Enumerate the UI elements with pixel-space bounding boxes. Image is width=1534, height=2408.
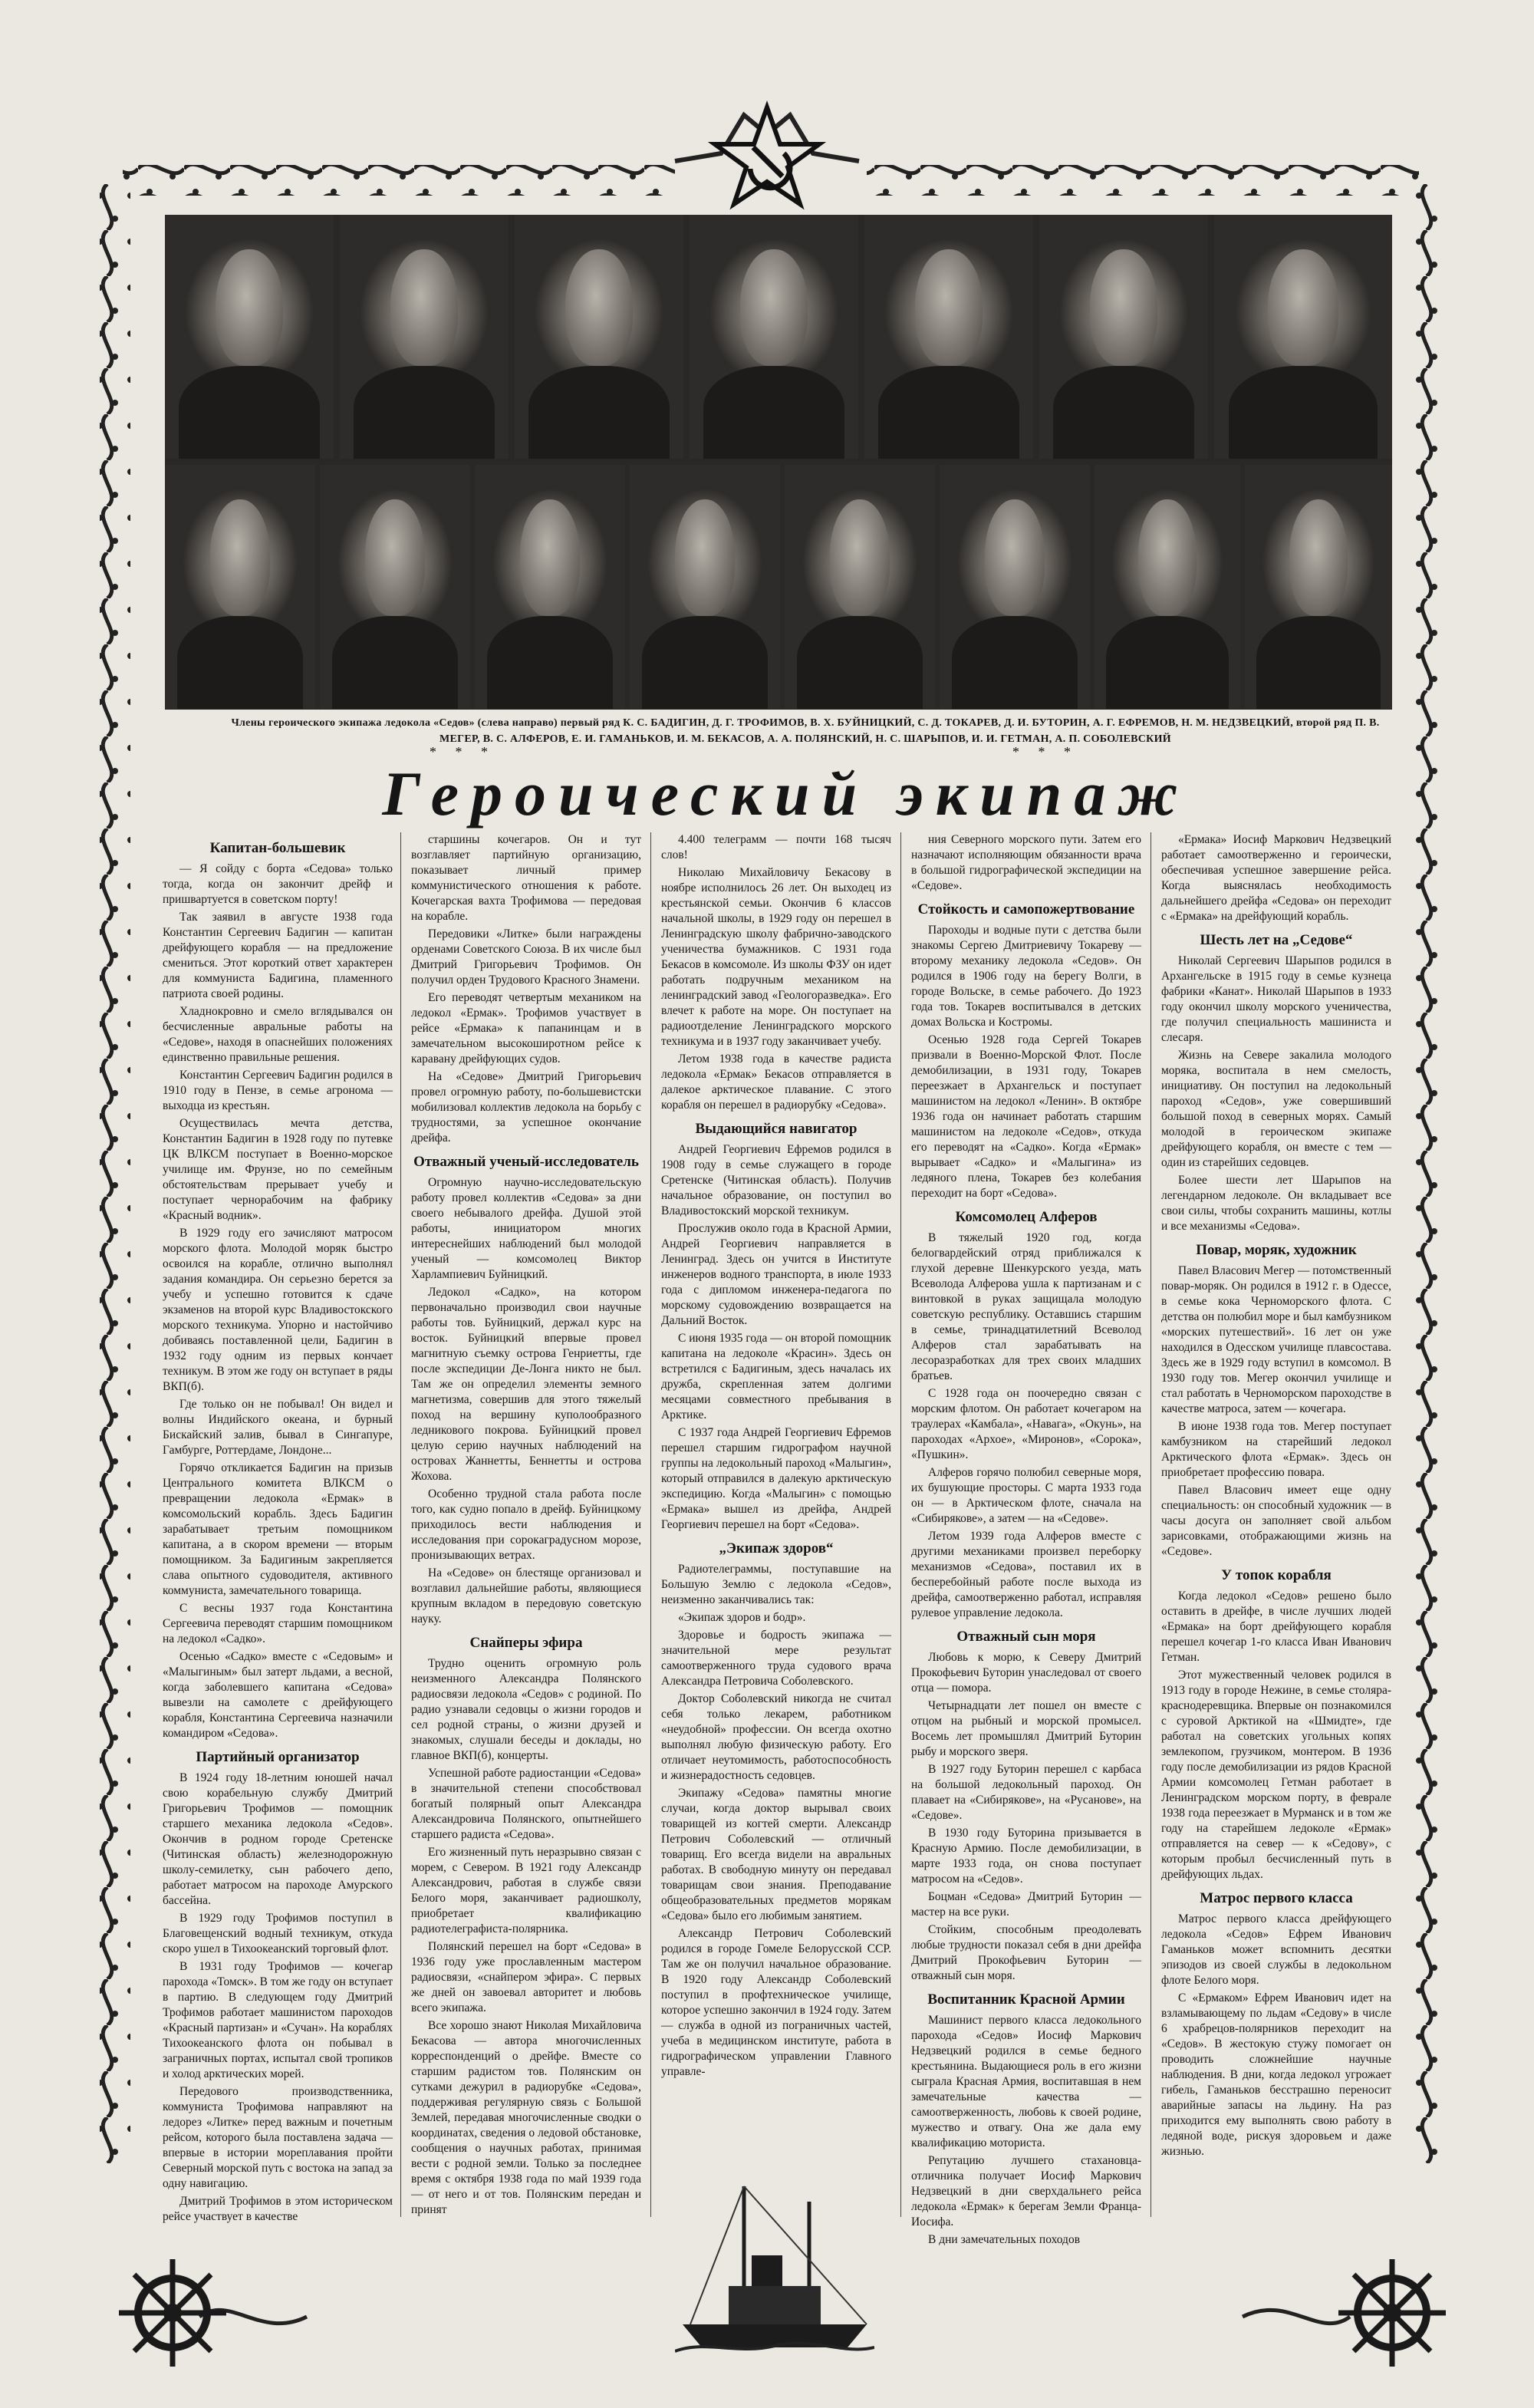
paragraph: Машинист первого класса ледокольного парохода «Седов» Иосиф Маркович Недзвецкий родился в семье бедного крестьянина. Выдающиеся роль в его жизни сыграла Красная Армия, воспитавшая в нем замечательные качества — самоотверженность, любовь к своей родине, мужество и отвагу. Она же дала ему квалификацию моториста. xyxy=(911,2014,1141,2149)
icebreaker-ship-icon xyxy=(675,2171,874,2355)
article-column-4 xyxy=(911,832,1141,2250)
paragraph: Здоровье и бодрость экипажа — значительной мере результат самоотверженного труда судового врача Александра Петровича Соболевского. xyxy=(661,1629,891,1688)
paragraph: 4.400 телеграмм — почти 168 тысяч слов! xyxy=(661,833,891,861)
paragraph: Дмитрий Трофимов в этом историческом рейсе участвует в качестве xyxy=(163,2195,393,2223)
section-heading: Шесть лет на „Седове“ xyxy=(1200,932,1353,948)
paragraph: На «Седове» он блестяще организовал и возглавил дальнейшие работы, являющиеся крупным вкладом в передовую советскую науку. xyxy=(411,1566,641,1626)
paragraph: Хладнокровно и смело вглядывался он бесчисленные авральные работы на «Седове», находя в опаснейших положениях единственно правильные решения. xyxy=(163,1005,393,1064)
portrait xyxy=(320,465,470,709)
paragraph: Прослужив около года в Красной Армии, Андрей Георгиевич направляется в Ленинград. Здесь он учится в Институте инженеров водного транспорта, в июле 1933 года с дипломом инженера-педагога по морскому судовождению возвращается на Дальний Восток. xyxy=(661,1222,891,1327)
paragraph: Николай Сергеевич Шарыпов родился в Архангельске в 1915 году в семье кузнеца фабрики «Канат». Николай Шарыпов в 1933 году окончил школу морского ученичества, где получил специальность машиниста и слесаря. xyxy=(1161,954,1391,1044)
portrait xyxy=(165,215,334,459)
crew-portraits xyxy=(165,215,1392,710)
paragraph: Павел Власович Мегер — потомственный повар-моряк. Он родился в 1912 г. в Одессе, в семье кока Черноморского флота. С детства он полюбил море и был камбузником «морских путешествий». 16 лет он уже находился в Одесском училище плавсостава. Здесь же в 1929 году вступил в комсомол. В 1930 году тов. Мегер окончил училище и стал работать в Черноморском пароходстве в качестве матроса, затем — кочегара. xyxy=(1161,1264,1392,1415)
paragraph: В тяжелый 1920 год, когда белогвардейский отряд приближался к глухой деревне Шенкурского уезда, мать Всеволода Алферова ушла к партизанам и с винтовкой в руках защищала молодую советскую республику. Оставшись старшим в семье, тринадцатилетний Всеволод Алферов стал зарабатывать на лесоразработках для трех своих младших братьев. xyxy=(911,1231,1141,1382)
paragraph: — Я сойду с борта «Седова» только тогда, когда он закончит дрейф и пришвартуется в советском порту! xyxy=(163,862,393,906)
paragraph: Репутацию лучшего стахановца-отличника получает Иосиф Маркович Недзвецкий в дни сверхдальнего рейса ледокола «Ермак» к берегам Земли Франца-Иосифа. xyxy=(911,2154,1141,2228)
portrait xyxy=(1214,215,1392,459)
paragraph: С «Ермаком» Ефрем Иванович идет на взламывающему по льдам «Седову» в числе 6 храбрецов-полярников переходит на «Седов». В жестокую стужу помогает он проводить сложнейшие научные наблюдения. В дни, когда ледокол угрожает гибель, Гаманьков бесстрашно переносит аварийные запасы на льдину. На раз приходится ему выполнять свою работу в ледяной воде, рискуя здоровьем и даже жизнью. xyxy=(1161,1991,1391,2158)
paragraph: Более шести лет Шарыпов на легендарном ледоколе. Он вкладывает все свои силы, чтобы сохранить машины, котлы и все механизмы «Седова». xyxy=(1161,1174,1391,1233)
paragraph: Передовики «Литке» были награждены орденами Советского Союза. В их числе был Дмитрий Григорьевич Трофимов. Он получил орден Трудового Красного Знамени. xyxy=(411,927,641,987)
paragraph: Четырнадцати лет пошел он вместе с отцом на рыбный и морской промысел. Восемь лет промышлял Дмитрий Буторин рыбу и морского зверя. xyxy=(911,1699,1141,1758)
section-heading: Отважный сын моря xyxy=(956,1629,1096,1645)
paragraph: ния Северного морского пути. Затем его назначают исполняющим обязанности врача в большой гидрографической экспедиции на «Седове». xyxy=(911,833,1141,892)
page-headline: Героический экипаж xyxy=(382,759,1190,828)
paragraph: В 1929 году Трофимов поступил в Благовещенский водный техникум, откуда скоро ушел в Тихоокеанский торговый флот. xyxy=(163,1912,393,1955)
paragraph: С 1928 года он поочередно связан с морским флотом. Он работает кочегаром на траулерах «Камбала», «Навага», «Окунь», на пароходах «Архое», «Миронов», «Сорока», «Пушкин». xyxy=(911,1387,1141,1461)
star-divider: * * * xyxy=(430,744,495,759)
portrait xyxy=(475,465,625,709)
section-heading: Капитан-большевик xyxy=(209,840,346,856)
paragraph: Его переводят четвертым механиком на ледокол «Ермак». Трофимов участвует в рейсе «Ермака» к папанинцам и в замечательном высокоширотном рейсе к каравану дрейфующих судов. xyxy=(411,991,641,1066)
paragraph: Александр Петрович Соболевский родился в городе Гомеле Белорусской ССР. Там же он получил начальное образование. В 1920 году Александр Соболевский поступил в профтехническое училище, которое успешно закончил в 1924 году. Затем — служба в одной из пограничных частей, учеба в медицинском институте, работа в гидрографическом управлении Главного управле- xyxy=(661,1927,891,2078)
portrait xyxy=(630,465,780,709)
portrait xyxy=(785,465,935,709)
paragraph: Передового производственника, коммуниста Трофимова направляют на ледорез «Литке» перед важным и почетным рейсом, которого была поставлена задача — впервые в истории мореплавания пройти Северный морской путь с востока на запад за одну навигацию. xyxy=(163,2085,393,2190)
paragraph: Павел Власович имеет еще одну специальность: он способный художник — в часы досуга он заполняет свой альбом зарисовками, отображающими жизнь на «Седове». xyxy=(1161,1484,1391,1558)
photo-caption: Члены героического экипажа ледокола «Седов» (слева направо) первый ряд К. С. БАДИГИН, Д. Г. ТРОФИМОВ, В. Х. БУЙНИЦКИЙ, С. Д. ТОКАРЕВ, Д. И. БУТОРИН, А. Г. ЕФРЕМОВ, Н. М. НЕДЗВЕЦКИЙ, второй ряд П. В. МЕГЕР, В. С. АЛФЕРОВ, Е. И. ГАМАНЬКОВ, И. М. БЕКАСОВ, А. А. ПОЛЯНСКИЙ, Н. С. ШАРЫПОВ, И. И. ГЕТМАН, А. П. СОБОЛЕВСКИЙ xyxy=(231,717,1380,745)
paragraph: В 1924 году 18-летним юношей начал свою корабельную службу Дмитрий Григорьевич Трофимов — помощник старшего механика ледокола «Седов». Окончив в родном городе Сретенске (Читинская область) железнодорожную школу-семилетку, сын рабочего депо, работает матросом на пароходе Амурского бассейна. xyxy=(163,1771,393,1907)
portrait xyxy=(340,215,509,459)
paragraph: «Ермака» Иосиф Маркович Недзвецкий работает самоотверженно и героически, обеспечивая успешное завершение рейса. Когда выяснялась необходимость дальнейшего дрейфа «Седова» он переходит с «Ермака» на дрейфующий корабль. xyxy=(1161,833,1391,923)
paragraph: Летом 1939 года Алферов вместе с другими механиками произвел переборку механизмов «Седова», поставил их в бесперебойный работе после выхода из дрейфа, самоотверженно работал, исправляя рулевое управление ледокола. xyxy=(911,1530,1141,1619)
section-heading: Выдающийся навигатор xyxy=(695,1121,858,1137)
portrait xyxy=(1039,215,1208,459)
section-heading: Стойкость и самопожертвование xyxy=(917,901,1135,917)
paragraph: С весны 1937 года Константина Сергеевича переводят старшим помощником на ледокол «Садко». xyxy=(163,1602,393,1645)
paragraph: Ледокол «Садко», на котором первоначально производил свои научные работы тов. Буйницкий, держал курс на восток. Буйницкий впервые провел магнитную съемку острова Генриетты, где после экспедиции Де-Лонга никто не был. Там же он определил элементы земного магнетизма, совершив для этого тяжелый поход на вершину куполообразного ледникового покрова. Буйницкий провел целую серию научных наблюдений на островах Жаннетты, Беннетты и острова Жохова. xyxy=(411,1286,641,1483)
section-heading: Повар, моряк, художник xyxy=(1196,1242,1357,1258)
paragraph: Успешной работе радиостанции «Седова» в значительной степени способствовал богатый полярный опыт Александра Александровича Полянского, опытнейшего старшего радиста «Седова». xyxy=(411,1767,641,1841)
paragraph: Николаю Михайловичу Бекасову в ноябре исполнилось 26 лет. Он выходец из крестьянской семьи. Окончив 6 классов начальной школы, в 1929 году он перешел в Ленинградскую школу фабрично-заводского ученичества бумажников. С 1931 года Бекасов в комсомоле. Из школы ФЗУ он идет работать подручным механиком на ленинградский завод «Геологоразведка». Его влечет к работе на море. Он поступает на радиоотделение Ленинградского морского техникума и в 1937 году заканчивает учебу. xyxy=(661,866,891,1048)
section-heading: Партийный организатор xyxy=(196,1749,360,1765)
portrait xyxy=(690,215,858,459)
star-divider: * * * xyxy=(1012,744,1078,759)
column-rule xyxy=(900,832,901,2217)
paragraph: Все хорошо знают Николая Михайловича Бекасова — автора многочисленных корреспонденций о дрейфе. Вместе со старшим радистом тов. Полянским он сутками дежурил в радиорубке «Седова», поддерживая регулярную связь с Большой Землей, передавая многочисленные сводки о координатах, сведения о ледовой обстановке, сообщения о научных работах, принимая вести с родной земли. Только за последнее время с октября 1938 года по май 1939 года — от него и от тов. Полянским передан и принят xyxy=(411,2019,641,2216)
paragraph: Полянский перешел на борт «Седова» в 1936 году уже прославленным мастером радиосвязи, «снайпером эфира». С первых же дней он завоевал авторитет и любовь всего экипажа. xyxy=(411,1940,641,2014)
paragraph: В июне 1938 года тов. Мегер поступает камбузником на старейший ледокол Арктического флота «Ермак». Здесь он приобретает профессию повара. xyxy=(1161,1420,1391,1479)
paragraph: В 1930 году Буторина призывается в Красную Армию. После демобилизации, в марте 1933 года, он снова поступает матросом на «Седов». xyxy=(911,1827,1141,1886)
section-heading: У топок корабля xyxy=(1221,1567,1332,1583)
section-heading: Воспитанник Красной Армии xyxy=(927,1991,1125,2008)
paragraph: старшины кочегаров. Он и тут возглавляет партийную организацию, показывает личный пример коммунистического отношения к работе. Кочегарская вахта Трофимова — передовая на корабле. xyxy=(411,833,641,923)
paragraph: Андрей Георгиевич Ефремов родился в 1908 году в семье служащего в городе Сретенске (Читинская область). Получив начальное образование, он поступил во Владивостокский морской техникум. xyxy=(661,1143,891,1217)
paragraph: Трудно оценить огромную роль неизменного Александра Полянского радиосвязи ледокола «Седов» с родиной. По радио узнавали седовцы о жизни городов и сел родной страны, о жизни друзей и знакомых, слушали беседы и доклады, но главное ВКП(б), концерты. xyxy=(411,1657,641,1762)
paragraph: Любовь к морю, к Северу Дмитрий Прокофьевич Буторин унаследовал от своего отца — помора. xyxy=(911,1651,1141,1695)
paragraph: Константин Сергеевич Бадигин родился в 1910 году в Пензе, в семье агронома — выходца из крестьян. xyxy=(163,1069,393,1112)
portrait xyxy=(165,465,315,709)
paragraph: Алферов горячо полюбил северные моря, их бушующие просторы. С марта 1933 года он — в Арктическом флоте, сначала на «Сибирякове», а затем — на «Седове». xyxy=(911,1466,1141,1525)
paragraph: Доктор Соболевский никогда не считал себя только лекарем, работником «неудобной» профессии. Он всегда охотно выполнял любую физическую работу. Его отличает неутомимость, работоспособность и жизнерадостность седовцев. xyxy=(661,1692,891,1782)
paragraph: Где только он не побывал! Он видел и волны Индийского океана, и бурный Бискайский залив, бывал в Сингапуре, Гамбурге, Роттердаме, Лондоне... xyxy=(163,1398,393,1457)
paragraph: «Экипаж здоров и бодр». xyxy=(678,1611,806,1624)
article-column-5 xyxy=(1161,832,1391,2162)
paragraph: Его жизненный путь неразрывно связан с морем, с Севером. В 1921 году Александр Александрович, работая в службе связи Белого моря, заканчивает радиошколу, приобретает квалификацию радиотелеграфиста-полярника. xyxy=(411,1846,641,1935)
paragraph: В 1929 году его зачисляют матросом морского флота. Молодой моряк быстро освоился на корабле, отлично выполнял задания командира. Он серьезно берется за учебу и успешно готовится к сдаче экзаменов на второй курс Владивостокского морского техникума. Упорно и настойчиво добиваясь поставленной цели, Бадигин в 1932 году одним из первых кончает техникум. В этом же году он вступает в ряды ВКП(б). xyxy=(163,1227,393,1393)
article-column-2 xyxy=(411,832,641,2220)
paragraph: Этот мужественный человек родился в 1913 году в городе Нежине, в семье столяра-краснодеревщика. Впервые он познакомился с суровой Арктикой на «Шмидте», где работал на советских угольных копях землекопом, грузчиком, монтером. В 1936 году после демобилизации из рядов Красной Армии комсомолец Гетман работает в Ленинградском морском порту, в феврале 1938 года переезжает в Мурманск и в том же году на старейшем ледоколе «Ермак» отправляется на север — к «Седову», с которым пробыл бесчисленный путь в дрейфующих льдах. xyxy=(1161,1668,1391,1881)
article-column-1 xyxy=(163,832,393,2227)
portrait xyxy=(515,215,683,459)
column-rule xyxy=(1150,832,1151,2217)
portrait xyxy=(940,465,1090,709)
paragraph: Особенно трудной стала работа после того, как судно попало в дрейф. Буйницкому приходилось вести наблюдения и исследования при сорокаградусном морозе, пронизывающих ветрах. xyxy=(411,1487,641,1562)
paragraph: Стойким, способным преодолевать любые трудности показал себя в дни дрейфа Дмитрий Прокофьевич Буторин — отважный сын моря. xyxy=(911,1923,1141,1982)
paragraph: Осенью «Садко» вместе с «Седовым» и «Малыгиным» был затерт льдами, а весной, когда заболевшего капитана «Седова» вывезли на самолете с дрейфующего корабля, Константина Сергеевича назначили командиром «Седова». xyxy=(163,1650,393,1740)
paragraph: Боцман «Седова» Дмитрий Буторин — мастер на все руки. xyxy=(911,1890,1141,1919)
portrait xyxy=(1095,465,1240,709)
paragraph: В 1931 году Трофимов — кочегар парохода «Томск». В том же году он вступает в партию. В следующем году Дмитрий Трофимов работает машинистом пароходов «Красный партизан» и «Сучан». На кораблях Тихоокеанского флота он побывал в заграничных портах, испытал свой тропиков и холод арктических морей. xyxy=(163,1960,393,2080)
hammer-sickle-emblem-icon xyxy=(675,107,859,204)
paragraph: С июня 1935 года — он второй помощник капитана на ледоколе «Красин». Здесь он встретился с Бадигиным, здесь началась их дружба, скрепленная затем долгими месяцами совместного пребывания в Арктике. xyxy=(661,1332,891,1421)
paragraph: Радиотелеграммы, поступавшие на Большую Землю с ледокола «Седов», неизменно заканчивались так: xyxy=(661,1563,891,1606)
paragraph: В 1927 году Буторин перешел с карбаса на большой ледокольный пароход. Он плавает на «Сибирякове», на «Русанове», на «Седове». xyxy=(911,1763,1141,1822)
portrait xyxy=(864,215,1033,459)
paragraph: Летом 1938 года в качестве радиста ледокола «Ермак» Бекасов отправляется в далекое арктическое плавание. С этого корабля он перешел в радиорубку «Седова». xyxy=(661,1052,891,1112)
section-heading: Снайперы эфира xyxy=(469,1635,583,1651)
paragraph: С 1937 года Андрей Георгиевич Ефремов перешел старшим гидрографом научной группы на ледокольный пароход «Малыгин», который отправился в далекую арктическую экспедицию. Когда «Малыгин» с помощью «Ермака» вышел из дрейфа, Андрей Георгиевич перешел на борт «Седова». xyxy=(661,1426,891,1531)
paragraph: Когда ледокол «Седов» решено было оставить в дрейфе, в числе лучших людей «Ермака» на борт дрейфующего корабля перешел кочегар 1-го класса Иван Иванович Гетман. xyxy=(1161,1589,1391,1664)
paragraph: Жизнь на Севере закалила молодого моряка, воспитала в нем смелость, инициативу. Он поступил на ледокольный пароход «Седов», уже совершивший большой поход в северных морях. Самый молодой в героическом экипаже дрейфующего корабля, он вместе с тем — один из старейших седовцев. xyxy=(1161,1049,1391,1169)
ships-wheel-icon xyxy=(1335,2255,1450,2370)
paragraph: Осуществилась мечта детства, Константин Бадигин в 1928 году по путевке ЦК ВЛКСМ поступает в Военно-морское училище им. Фрунзе, но по семейным обстоятельствам прерывает учебу и поступает чернорабочим на фабрику «Красный водник». xyxy=(163,1117,393,1222)
paragraph: Матрос первого класса дрейфующего ледокола «Седов» Ефрем Иванович Гаманьков может вспомнить десятки эпизодов из своей службы в ледокольном флоте Белого моря. xyxy=(1161,1912,1391,1987)
paragraph: В дни замечательных походов xyxy=(928,2233,1081,2246)
paragraph: Огромную научно-исследовательскую работу провел коллектив «Седова» за дни своего небывалого дрейфа. Душой этой работы, инициатором многих интереснейших наблюдений был молодой ученый — комсомолец Виктор Харлампиевич Буйницкий. xyxy=(411,1176,641,1281)
section-heading: Комсомолец Алферов xyxy=(955,1209,1098,1225)
article-column-3 xyxy=(661,832,891,2082)
paragraph: Осенью 1928 года Сергей Токарев призвали в Военно-Морской Флот. После демобилизации, в 1931 году, Токарев переезжает в Архангельск и поступает машинистом на ледокол «Ленин». В октябре 1936 года он начинает работать старшим машинистом на ледоколе «Седов», откуда его переводят на «Садко». Когда «Ермак» вырывает «Садко» и «Малыгина» из ледяного плена, Токарев без колебания переходит на борт «Седова». xyxy=(911,1033,1141,1200)
ships-wheel-icon xyxy=(115,2255,230,2370)
section-heading: Матрос первого класса xyxy=(1200,1890,1353,1906)
portrait xyxy=(1245,465,1392,709)
paragraph: Так заявил в августе 1938 года Константин Сергеевич Бадигин — капитан дрейфующего корабля — на предложение смениться. Этот короткий ответ характерен для коммуниста Бадигина, пламенного патриота своей родины. xyxy=(163,911,393,1000)
paragraph: Экипажу «Седова» памятны многие случаи, когда доктор вырывал своих товарищей из когтей смерти. Александр Петрович Соболевский — отличный товарищ. Его всегда видели на авральных работах. В свободную минуту он передавал товарищам свои знания. Преподавание общеобразовательных предметов морякам «Седова» было его любимым занятием. xyxy=(661,1787,891,1922)
section-heading: Отважный ученый-исследователь xyxy=(413,1154,639,1170)
column-rule xyxy=(650,832,651,2217)
column-rule xyxy=(400,832,401,2217)
section-heading: „Экипаж здоров“ xyxy=(719,1540,834,1556)
paragraph: Горячо откликается Бадигин на призыв Центрального комитета ВЛКСМ о превращении ледокола «Ермак» в комсомольский корабль. Здесь Бадигин зарабатывает третьим помощником капитана, а в скором времени — вторым помощником. За Бадигиным закрепляется слава опытного судоводителя, активного коммуниста, замечательного товарища. xyxy=(163,1461,393,1597)
paragraph: На «Седове» Дмитрий Григорьевич провел огромную работу, по-большевистски мобилизовал коллектив ледокола на борьбу с трудностями, за успешное окончание дрейфа. xyxy=(411,1070,641,1145)
paragraph: Пароходы и водные пути с детства были знакомы Сергею Дмитриевичу Токареву — второму механику ледокола «Седов». Он родился в 1906 году на берегу Волги, в городе Вольске, в семье рабочего. До 1923 года тов. Токарев воспитывался в детских домах Вольска и Костромы. xyxy=(911,924,1141,1029)
